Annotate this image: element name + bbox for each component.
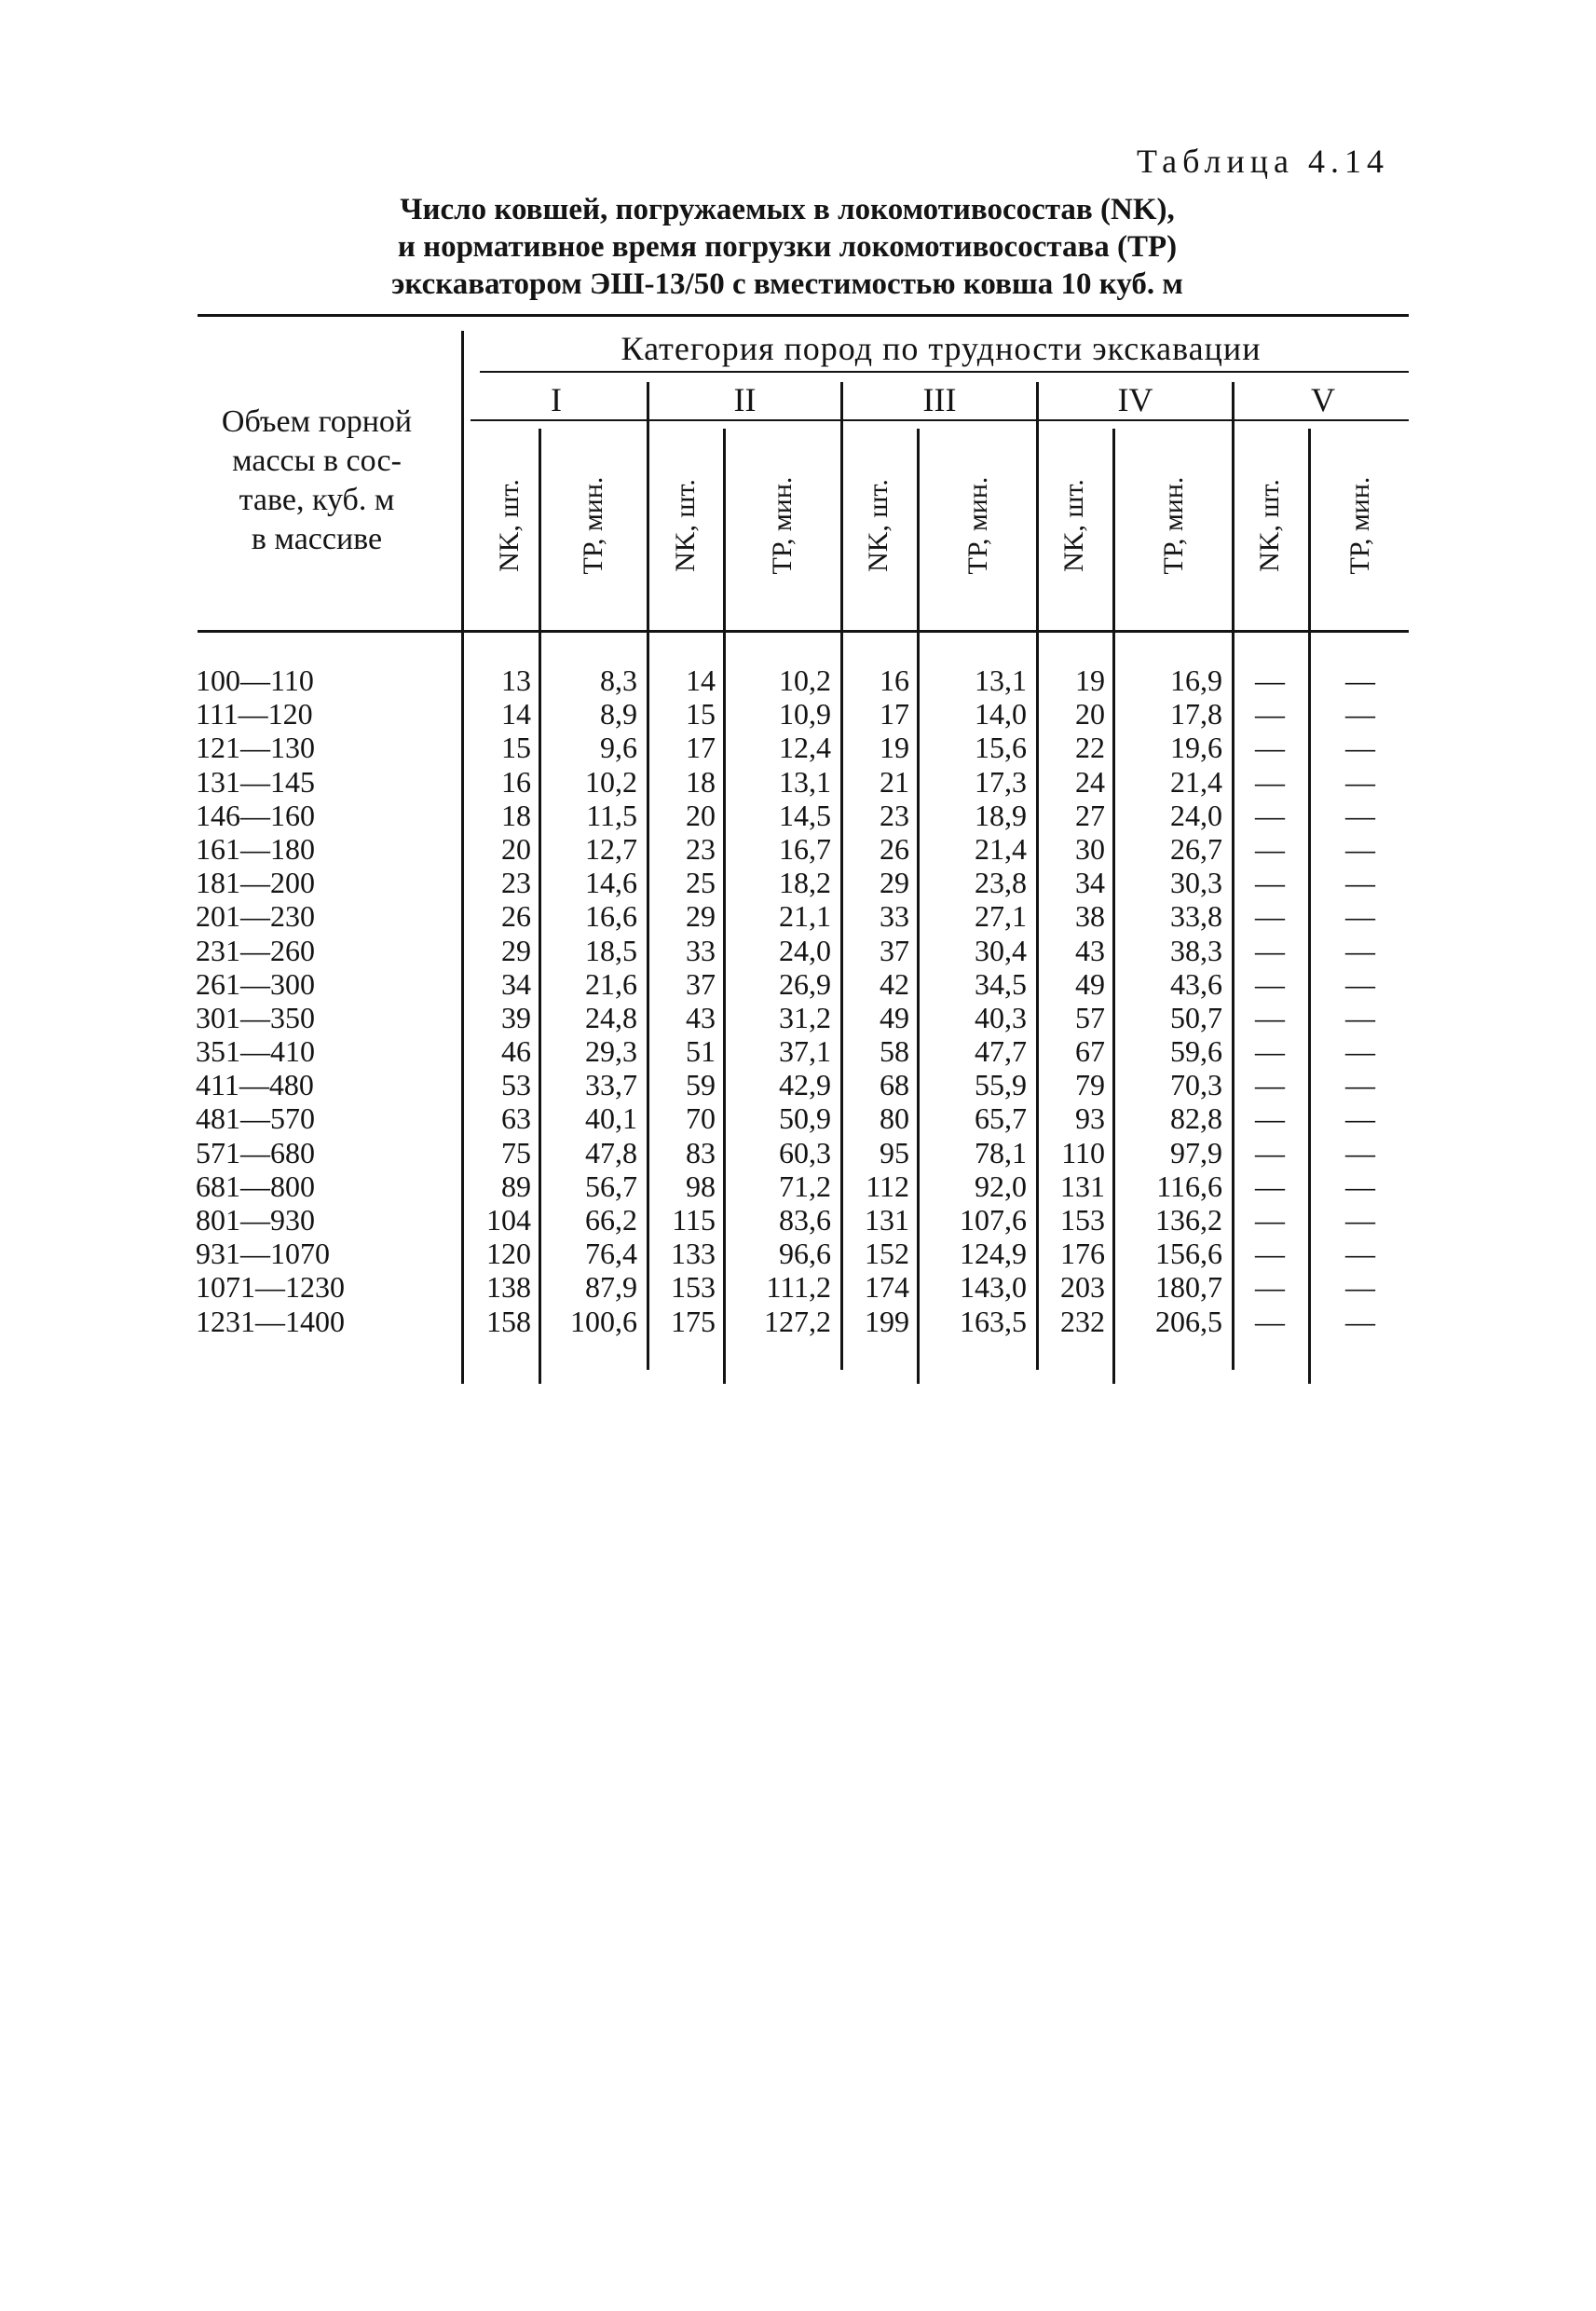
cat4-nk-cell: 131 [1060,1169,1105,1203]
cat3-nk-cell: 16 [880,663,909,697]
cat5-tp-cell: — [1345,663,1375,697]
cat2-tp-cell: 37,1 [779,1034,831,1069]
ranges-cell: 351—410 [196,1034,315,1069]
cat2-tp-cell: 111,2 [766,1270,831,1305]
vline-c1 [539,429,541,1384]
ranges-cell: 161—180 [196,831,315,866]
cat2-tp-column [727,663,831,1338]
cat2-tp-cell: 96,6 [779,1237,831,1271]
tp-header-cat4: ТР, мин. [1158,476,1189,575]
row-header-line-3: таве, куб. м [239,483,395,517]
cat1-nk-cell: 75 [501,1135,531,1169]
cat1-tp-cell: 87,9 [585,1270,637,1305]
cat4-tp-cell: 116,6 [1156,1169,1222,1203]
ranges-cell: 481—570 [196,1101,315,1136]
cat1-nk-cell: 29 [501,933,531,967]
cat1-tp-cell: 8,3 [600,663,637,697]
table-caption [307,191,1267,303]
ranges-cell: 111—120 [196,697,313,732]
cat2-nk-cell: 175 [671,1304,716,1338]
cat3-tp-cell: 27,1 [975,899,1027,934]
ranges-cell: 146—160 [196,798,315,832]
cat1-tp-cell: 29,3 [585,1034,637,1069]
ranges-cell: 301—350 [196,1000,315,1034]
cat5-nk-cell: — [1255,1000,1285,1034]
cat1-tp-cell: 18,5 [585,933,637,967]
cat3-nk-cell: 112 [866,1169,909,1203]
ranges-cell: 571—680 [196,1135,315,1169]
cat4-tp-cell: 70,3 [1170,1068,1222,1102]
cat1-nk-cell: 104 [486,1203,531,1237]
cat1-tp-cell: 8,9 [600,697,637,732]
ranges-cell: 201—230 [196,899,315,934]
cat5-tp-cell: — [1345,1270,1375,1305]
cat2-nk-cell: 18 [686,764,716,799]
cat2-nk-cell: 43 [686,1000,716,1034]
ranges-cell: 131—145 [196,764,315,799]
cat3-nk-cell: 58 [880,1034,909,1069]
table-top-rule [198,314,1409,317]
cat1-tp-column [542,663,637,1338]
vline-c8 [1232,382,1235,1370]
cat2-nk-cell: 98 [686,1169,716,1203]
cat1-tp-cell: 100,6 [570,1304,637,1338]
cat1-nk-cell: 53 [501,1068,531,1102]
cat3-nk-cell: 199 [865,1304,909,1338]
cat5-nk-cell: — [1255,866,1285,900]
cat5-tp-cell: — [1345,798,1375,832]
cat1-tp-cell: 47,8 [585,1135,637,1169]
cat1-nk-cell: 46 [501,1034,531,1069]
cat1-nk-cell: 34 [501,966,531,1001]
cat1-tp-cell: 40,1 [585,1101,637,1136]
cat4-nk-cell: 38 [1075,899,1105,934]
cat3-tp-column [921,663,1027,1338]
cat4-tp-cell: 33,8 [1170,899,1222,934]
cat3-nk-cell: 42 [880,966,909,1001]
cat2-tp-cell: 13,1 [779,764,831,799]
row-header-line-1: Объем горной [221,404,413,439]
cat3-nk-cell: 37 [880,933,909,967]
cat2-nk-cell: 83 [686,1135,716,1169]
cat2-nk-cell: 20 [686,798,716,832]
cat2-tp-cell: 83,6 [779,1203,831,1237]
cat4-tp-cell: 26,7 [1170,831,1222,866]
cat4-tp-cell: 156,6 [1155,1237,1222,1271]
cat2-tp-cell: 18,2 [779,866,831,900]
cat5-nk-cell: — [1255,1304,1285,1338]
cat2-tp-cell: 14,5 [779,798,831,832]
cat5-tp-cell: — [1345,1000,1375,1034]
cat5-nk-cell: — [1255,1169,1285,1203]
cat3-tp-cell: 143,0 [960,1270,1027,1305]
cat5-tp-cell: — [1345,933,1375,967]
cat5-tp-cell: — [1345,966,1375,1001]
cat1-nk-cell: 39 [501,1000,531,1034]
cat3-nk-column [844,663,909,1338]
cat2-nk-cell: 15 [686,697,716,732]
cat4-nk-cell: 20 [1075,697,1105,732]
cat4-tp-cell: 24,0 [1170,798,1222,832]
cat2-tp-cell: 127,2 [764,1304,831,1338]
cat5-tp-cell: — [1345,1034,1375,1069]
cat4-tp-cell: 16,9 [1170,663,1222,697]
cat2-tp-cell: 16,7 [779,831,831,866]
cat1-nk-cell: 16 [501,764,531,799]
cat5-nk-column [1237,663,1303,1338]
cat2-nk-cell: 14 [686,663,716,697]
cat2-tp-cell: 10,2 [779,663,831,697]
cat4-tp-cell: 17,8 [1170,697,1222,732]
ranges-cell: 411—480 [196,1068,314,1102]
cat1-tp-cell: 21,6 [585,966,637,1001]
cat1-tp-cell: 11,5 [586,798,637,832]
cat4-tp-cell: 136,2 [1155,1203,1222,1237]
cat3-tp-cell: 13,1 [975,663,1027,697]
category-V: V [1311,381,1335,418]
cat5-nk-cell: — [1255,966,1285,1001]
cat1-nk-cell: 158 [486,1304,531,1338]
cat2-nk-cell: 17 [686,731,716,765]
cat2-nk-cell: 33 [686,933,716,967]
category-I: I [551,381,562,418]
cat5-nk-cell: — [1255,1203,1285,1237]
cat2-nk-cell: 153 [671,1270,716,1305]
cat5-tp-cell: — [1345,831,1375,866]
cat1-tp-cell: 76,4 [585,1237,637,1271]
cat3-nk-cell: 29 [880,866,909,900]
cat5-tp-cell: — [1345,1068,1375,1102]
cat1-nk-cell: 63 [501,1101,531,1136]
cat2-nk-cell: 115 [672,1203,716,1237]
cat4-nk-column [1040,663,1105,1338]
ranges-cell: 801—930 [196,1203,315,1237]
cat4-nk-cell: 49 [1075,966,1105,1001]
cat3-tp-cell: 34,5 [975,966,1027,1001]
cat3-tp-cell: 40,3 [975,1000,1027,1034]
cat5-tp-cell: — [1345,1169,1375,1203]
cat5-nk-cell: — [1255,1101,1285,1136]
cat2-tp-cell: 26,9 [779,966,831,1001]
ranges-cell: 121—130 [196,731,315,765]
cat1-nk-cell: 120 [486,1237,531,1271]
cat5-tp-cell: — [1345,731,1375,765]
cat1-nk-cell: 13 [501,663,531,697]
cat1-nk-column [466,663,531,1338]
cat5-nk-cell: — [1255,1270,1285,1305]
cat5-tp-cell: — [1345,899,1375,934]
cat3-tp-cell: 107,6 [960,1203,1027,1237]
cat2-tp-cell: 60,3 [779,1135,831,1169]
ranges-cell: 261—300 [196,966,315,1001]
tp-header-cat5: ТР, мин. [1344,476,1375,575]
cat4-tp-cell: 59,6 [1170,1034,1222,1069]
ranges-cell: 231—260 [196,933,315,967]
cat2-tp-cell: 10,9 [779,697,831,732]
cat1-nk-cell: 14 [501,697,531,732]
cat2-nk-cell: 70 [686,1101,716,1136]
tp-header-cat1: ТР, мин. [578,476,608,575]
cat4-nk-cell: 232 [1060,1304,1105,1338]
nk-header-cat1: NK, шт. [494,479,525,572]
cat5-tp-cell: — [1345,1135,1375,1169]
cat1-tp-cell: 14,6 [585,866,637,900]
cat3-tp-cell: 92,0 [975,1169,1027,1203]
cat3-tp-cell: 65,7 [975,1101,1027,1136]
vline-c5 [917,429,920,1384]
row-header-line-2: массы в сос- [232,444,402,478]
cat2-nk-column [650,663,716,1338]
cat2-nk-cell: 133 [671,1237,716,1271]
cat4-nk-cell: 57 [1075,1000,1105,1034]
cat1-tp-cell: 16,6 [585,899,637,934]
cat4-nk-cell: 79 [1075,1068,1105,1102]
cat3-nk-cell: 95 [880,1135,909,1169]
cat4-tp-cell: 21,4 [1170,764,1222,799]
vline-c6 [1036,382,1039,1370]
cat3-tp-cell: 21,4 [975,831,1027,866]
cat3-nk-cell: 174 [865,1270,909,1305]
cat3-tp-cell: 124,9 [960,1237,1027,1271]
cat4-nk-cell: 43 [1075,933,1105,967]
cat1-tp-cell: 10,2 [585,764,637,799]
cat2-tp-cell: 12,4 [779,731,831,765]
cat5-tp-cell: — [1345,697,1375,732]
cat4-nk-cell: 34 [1075,866,1105,900]
cat1-nk-cell: 138 [486,1270,531,1305]
nk-header-cat5: NK, шт. [1254,479,1285,572]
cat5-nk-cell: — [1255,1068,1285,1102]
vline-c9 [1308,429,1311,1384]
cat5-nk-cell: — [1255,697,1285,732]
cat2-nk-cell: 29 [686,899,716,934]
cat3-tp-cell: 47,7 [975,1034,1027,1069]
cat5-nk-cell: — [1255,798,1285,832]
cat3-nk-cell: 26 [880,831,909,866]
row-header-line-4: в массиве [251,522,383,556]
cat3-tp-cell: 14,0 [975,697,1027,732]
cat3-tp-cell: 55,9 [975,1068,1027,1102]
cat3-nk-cell: 19 [880,731,909,765]
cat4-nk-cell: 203 [1060,1270,1105,1305]
cat4-tp-cell: 19,6 [1170,731,1222,765]
table-number: Таблица 4.14 [1137,143,1389,180]
ranges-cell: 1071—1230 [196,1270,345,1305]
cat3-nk-cell: 33 [880,899,909,934]
cat4-tp-cell: 180,7 [1155,1270,1222,1305]
cat3-nk-cell: 23 [880,798,909,832]
cat1-nk-cell: 18 [501,798,531,832]
cat3-nk-cell: 17 [880,697,909,732]
cat5-nk-cell: — [1255,764,1285,799]
ranges-cell: 100—110 [196,663,314,697]
cat2-tp-cell: 71,2 [779,1169,831,1203]
cat2-tp-cell: 42,9 [779,1068,831,1102]
cat1-tp-cell: 33,7 [585,1068,637,1102]
cat3-nk-cell: 152 [865,1237,909,1271]
cat3-tp-cell: 17,3 [975,764,1027,799]
cat4-nk-cell: 24 [1075,764,1105,799]
caption-line-2: и нормативное время погрузки локомотивосостава (ТР) [397,230,1178,264]
vline-c4 [840,382,843,1370]
cat3-nk-cell: 21 [880,764,909,799]
cat2-tp-cell: 50,9 [779,1101,831,1136]
vline-c2 [647,382,649,1370]
cat4-tp-cell: 50,7 [1170,1000,1222,1034]
range-column [196,663,457,1338]
cat1-tp-cell: 12,7 [585,831,637,866]
cat3-tp-cell: 15,6 [975,731,1027,765]
cat1-tp-cell: 24,8 [585,1000,637,1034]
cat5-nk-cell: — [1255,899,1285,934]
cat4-nk-cell: 110 [1061,1135,1105,1169]
cat4-tp-cell: 38,3 [1170,933,1222,967]
cat1-nk-cell: 20 [501,831,531,866]
nk-header-cat4: NK, шт. [1058,479,1089,572]
cat3-tp-cell: 30,4 [975,933,1027,967]
cat1-nk-cell: 15 [501,731,531,765]
cat5-nk-cell: — [1255,663,1285,697]
cat2-tp-cell: 21,1 [779,899,831,934]
cat5-tp-cell: — [1345,1237,1375,1271]
vline-stub [461,331,464,1384]
cat2-nk-cell: 37 [686,966,716,1001]
cat2-nk-cell: 23 [686,831,716,866]
cat5-tp-cell: — [1345,1203,1375,1237]
vline-c3 [723,429,726,1384]
cat3-tp-cell: 78,1 [975,1135,1027,1169]
cat4-tp-cell: 82,8 [1170,1101,1222,1136]
cat1-nk-cell: 26 [501,899,531,934]
cat4-tp-column [1116,663,1222,1338]
cat3-nk-cell: 80 [880,1101,909,1136]
cat2-nk-cell: 59 [686,1068,716,1102]
cat3-tp-cell: 18,9 [975,798,1027,832]
cat2-tp-cell: 24,0 [779,933,831,967]
cat4-tp-cell: 30,3 [1170,866,1222,900]
cat4-nk-cell: 153 [1060,1203,1105,1237]
cat1-tp-cell: 9,6 [600,731,637,765]
category-II: II [733,381,757,418]
cat1-tp-cell: 56,7 [585,1169,637,1203]
cat5-tp-column [1314,663,1407,1338]
ranges-cell: 181—200 [196,866,315,900]
cat5-nk-cell: — [1255,731,1285,765]
cat4-nk-cell: 19 [1075,663,1105,697]
ranges-cell: 681—800 [196,1169,315,1203]
vline-c7 [1112,429,1115,1384]
cat3-nk-cell: 49 [880,1000,909,1034]
cat4-nk-cell: 27 [1075,798,1105,832]
cat4-tp-cell: 97,9 [1170,1135,1222,1169]
ranges-cell: 1231—1400 [196,1304,345,1338]
row-header-label [191,403,443,559]
cat4-nk-cell: 93 [1075,1101,1105,1136]
cat2-nk-cell: 51 [686,1034,716,1069]
tp-header-cat2: ТР, мин. [767,476,798,575]
nk-header-cat3: NK, шт. [863,479,893,572]
cat5-tp-cell: — [1345,866,1375,900]
cat1-nk-cell: 89 [501,1169,531,1203]
cat4-nk-cell: 176 [1060,1237,1105,1271]
cat5-nk-cell: — [1255,831,1285,866]
cat5-tp-cell: — [1345,1101,1375,1136]
tp-header-cat3: ТР, мин. [962,476,993,575]
cat5-nk-cell: — [1255,933,1285,967]
cat3-nk-cell: 131 [865,1203,909,1237]
cat3-tp-cell: 163,5 [960,1304,1027,1338]
caption-line-3: экскаватором ЭШ-13/50 с вместимостью ковша 10 куб. м [391,267,1183,301]
category-title-rule [480,371,1409,373]
cat1-tp-cell: 66,2 [585,1203,637,1237]
nk-header-cat2: NK, шт. [670,479,701,572]
cat4-nk-cell: 22 [1075,731,1105,765]
category-header: Категория пород по трудности экскавации [621,330,1262,367]
cat4-nk-cell: 67 [1075,1034,1105,1069]
category-III: III [922,381,957,418]
category-IV: IV [1117,381,1153,418]
category-numbers-rule [471,419,1409,421]
header-bottom-rule [198,630,1409,633]
cat5-tp-cell: — [1345,764,1375,799]
ranges-cell: 931—1070 [196,1237,330,1271]
cat4-nk-cell: 30 [1075,831,1105,866]
cat5-nk-cell: — [1255,1135,1285,1169]
cat2-nk-cell: 25 [686,866,716,900]
cat3-nk-cell: 68 [880,1068,909,1102]
cat4-tp-cell: 206,5 [1155,1304,1222,1338]
cat5-nk-cell: — [1255,1237,1285,1271]
cat3-tp-cell: 23,8 [975,866,1027,900]
cat4-tp-cell: 43,6 [1170,966,1222,1001]
cat5-tp-cell: — [1345,1304,1375,1338]
cat5-nk-cell: — [1255,1034,1285,1069]
caption-line-1: Число ковшей, погружаемых в локомотивосостав (NK), [400,193,1175,226]
cat1-nk-cell: 23 [501,866,531,900]
cat2-tp-cell: 31,2 [779,1000,831,1034]
